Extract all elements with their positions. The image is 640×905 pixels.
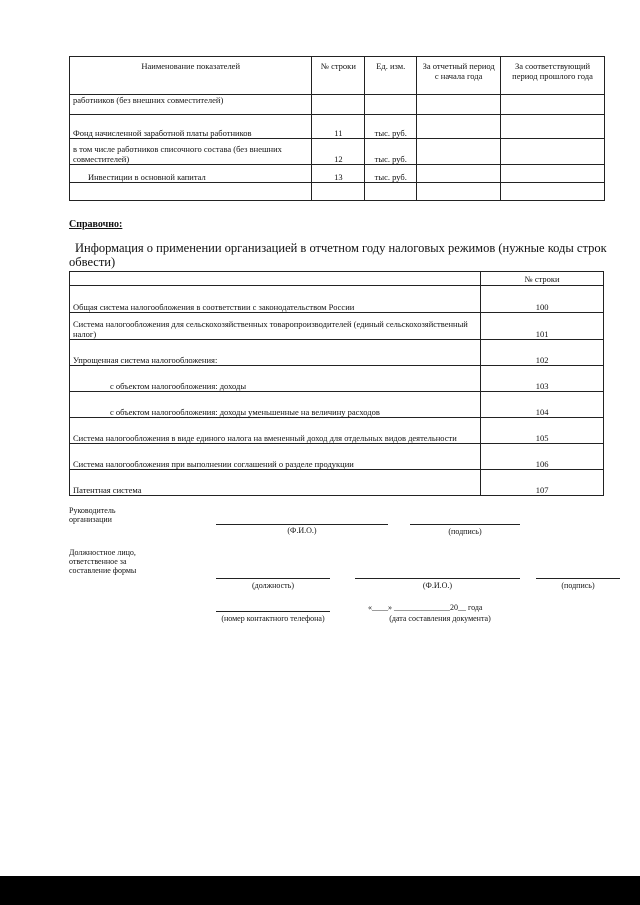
row-value-reporting[interactable] [417, 139, 501, 165]
row-line: 13 [312, 165, 365, 183]
tax-row [70, 470, 604, 496]
tax-row [70, 392, 604, 418]
header-reporting-period: За отчетный период с начала года [417, 57, 501, 95]
tax-row-label: Система налогообложения для сельскохозяйственных товаропроизводителей (единый сельскохозяйственный налог) [70, 313, 481, 340]
tax-row [70, 418, 604, 444]
tax-row-code[interactable]: 100 [481, 286, 604, 313]
tax-regime-table [69, 271, 604, 496]
row-unit: тыс. руб. [365, 115, 417, 139]
table-row [70, 165, 605, 183]
tax-row [70, 444, 604, 470]
head-fio-line[interactable] [216, 524, 388, 525]
tax-row [70, 286, 604, 313]
row-value-previous[interactable] [501, 165, 605, 183]
date-caption: (дата составления документа) [389, 614, 491, 623]
reference-title: Справочно: [69, 219, 123, 230]
scan-bottom-edge [0, 876, 640, 905]
date-line[interactable]: «____» ______________20__ года [368, 603, 483, 612]
row-unit: тыс. руб. [365, 165, 417, 183]
table-row [70, 115, 605, 139]
row-value-previous[interactable] [501, 115, 605, 139]
phone-line[interactable] [216, 611, 330, 612]
table-row [70, 95, 605, 115]
head-fio-caption: (Ф.И.О.) [287, 526, 317, 535]
tax-row [70, 366, 604, 392]
row-name: в том числе работников списочного состава (без внешних совместителей) [70, 139, 312, 165]
row-line [312, 95, 365, 115]
header-line-no: № строки [312, 57, 365, 95]
tax-row-code[interactable]: 101 [481, 313, 604, 340]
tax-row-code[interactable]: 102 [481, 340, 604, 366]
table-row [70, 139, 605, 165]
tax-row-code[interactable]: 104 [481, 392, 604, 418]
tax-row-label: с объектом налогообложения: доходы [70, 366, 481, 392]
tax-row-code[interactable]: 106 [481, 444, 604, 470]
official-fio-line[interactable] [355, 578, 520, 579]
tax-row-label: Общая система налогообложения в соответствии с законодательством России [70, 286, 481, 313]
responsible-official-label: Должностное лицо, ответственное за составление формы [69, 548, 137, 575]
line-no-header: № строки [481, 272, 604, 286]
row-line: 11 [312, 115, 365, 139]
indicators-table [69, 56, 605, 201]
header-previous-period: За соответствующий период прошлого года [501, 57, 605, 95]
tax-regime-info-title: Информация о применении организацией в отчетном году налоговых режимов (нужные коды строк обвести) [69, 241, 607, 269]
tax-row-code[interactable]: 105 [481, 418, 604, 444]
phone-caption: (номер контактного телефона) [221, 614, 325, 623]
tax-row [70, 340, 604, 366]
tax-row-label: Патентная система [70, 470, 481, 496]
header-name: Наименование показателей [70, 57, 312, 95]
tax-row-code[interactable]: 107 [481, 470, 604, 496]
official-signature-caption: (подпись) [561, 581, 595, 590]
official-signature-line[interactable] [536, 578, 620, 579]
tax-row-label: Система налогообложения в виде единого налога на вмененный доход для отдельных видов деятельности [70, 418, 481, 444]
head-signature-caption: (подпись) [448, 527, 482, 536]
header-unit: Ед. изм. [365, 57, 417, 95]
row-line: 12 [312, 139, 365, 165]
tax-row-code[interactable]: 103 [481, 366, 604, 392]
table-header-row [70, 57, 605, 95]
official-fio-caption: (Ф.И.О.) [422, 581, 453, 590]
row-value-previous[interactable] [501, 95, 605, 115]
row-value-reporting[interactable] [417, 115, 501, 139]
row-unit [365, 95, 417, 115]
tax-table-header [70, 272, 604, 286]
row-name: Фонд начисленной заработной платы работников [70, 115, 312, 139]
row-name: работников (без внешних совместителей) [70, 95, 312, 115]
table-row-empty [70, 183, 605, 201]
row-name: Инвестиции в основной капитал [70, 165, 312, 183]
tax-row-label: Упрощенная система налогообложения: [70, 340, 481, 366]
row-value-reporting[interactable] [417, 165, 501, 183]
head-signature-line[interactable] [410, 524, 520, 525]
position-line[interactable] [216, 578, 330, 579]
row-unit: тыс. руб. [365, 139, 417, 165]
position-caption: (должность) [252, 581, 294, 590]
row-value-previous[interactable] [501, 139, 605, 165]
tax-row [70, 313, 604, 340]
tax-row-label: с объектом налогообложения: доходы уменьшенные на величину расходов [70, 392, 481, 418]
head-of-organization-label: Руководитель организации [69, 506, 116, 524]
tax-row-label: Система налогообложения при выполнении соглашений о разделе продукции [70, 444, 481, 470]
row-value-reporting[interactable] [417, 95, 501, 115]
